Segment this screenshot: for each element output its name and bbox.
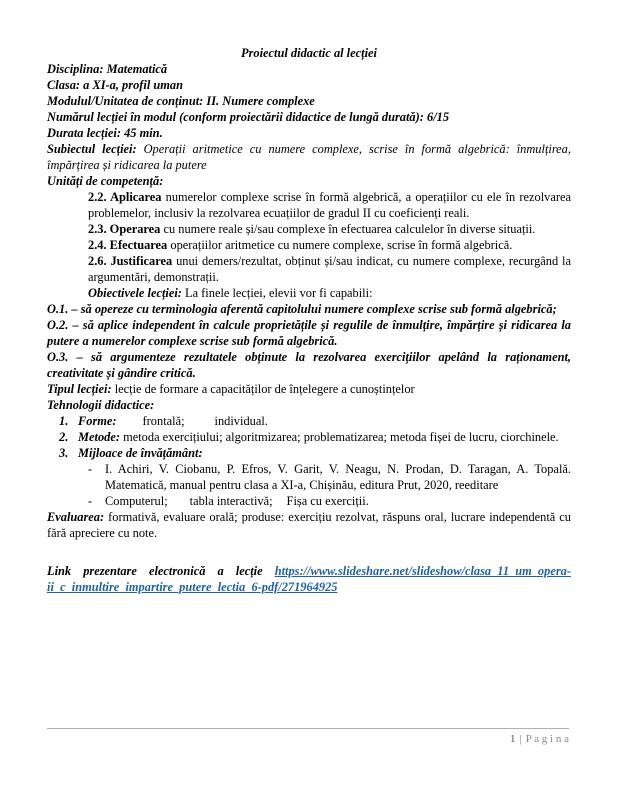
link-line-1 xyxy=(47,563,571,579)
numarul-label: Numărul lecției în modul (conform proiectării didactice de lungă durată): xyxy=(47,110,424,124)
disciplina-label: Disciplina: xyxy=(47,62,104,76)
clasa-label: Clasa: xyxy=(47,78,81,92)
line-subiectul xyxy=(47,141,571,173)
obiective-intro: La finele lecției, elevii vor fi capabili: xyxy=(185,286,373,300)
unitati-item-label: 2.2. Aplicarea xyxy=(88,190,162,204)
subiectul-label: Subiectul lecției: xyxy=(47,142,137,156)
modulul-value: II. Numere complexe xyxy=(206,94,315,108)
unitati-item-label: 2.4. Efectuarea xyxy=(88,238,168,252)
unitati-item-2-6 xyxy=(88,253,571,285)
tehnologii-metode xyxy=(59,429,571,445)
clasa-value: a XI-a, profil uman xyxy=(83,78,183,92)
obiectiv-o3: O.3. – să argumenteze rezultatele obținute la rezolvarea exercițiilor apelând la raționament, creativitate și gândire critică. xyxy=(47,350,571,380)
line-durata xyxy=(47,125,571,141)
line-disciplina xyxy=(47,61,571,77)
presentation-link-continued[interactable]: ii_c_inmultire_impartire_putere_lectia_6-pdf/271964925 xyxy=(47,580,338,594)
line-evaluarea xyxy=(47,509,571,541)
page-footer xyxy=(510,733,569,745)
unitati-item-2-3 xyxy=(88,221,571,237)
page-title: Proiectul didactic al lecției xyxy=(241,46,377,60)
tehnologii-forme xyxy=(59,413,571,429)
forme-value-2: individual. xyxy=(214,414,268,428)
unitati-item-text: unui demers/rezultat, obținut și/sau indicat, cu numere complexe, recurgând la argumentări, demonstrații. xyxy=(88,254,571,284)
unitati-item-label: 2.3. Operarea xyxy=(88,222,161,236)
dash-bullet: - xyxy=(88,462,93,476)
link-label: Link prezentare electronică a lecție xyxy=(47,564,263,578)
footer-page-label: P a g i n a xyxy=(525,733,569,745)
dash-bullet: - xyxy=(88,494,93,508)
tipul-value: lecție de formare a capacităților de înțelegere a cunoștințelor xyxy=(114,382,415,396)
footer-separator: | xyxy=(519,733,522,745)
forme-label: Forme: xyxy=(78,414,117,428)
tehnologii-mijloace xyxy=(59,445,571,461)
tool-worksheet: Fișa cu exerciții. xyxy=(286,494,369,508)
tehnologii-heading: Tehnologii didactice: xyxy=(47,398,155,412)
line-tipul xyxy=(47,381,571,397)
mijloace-ref-tools xyxy=(88,493,571,509)
forme-value-1: frontală; xyxy=(142,414,185,428)
obiectiv-o1: O.1. – să opereze cu terminologia aferentă capitolului numere complexe scrise sub formă algebrică; xyxy=(47,302,557,316)
tool-computer: Computerul; xyxy=(105,494,168,508)
line-clasa xyxy=(47,77,571,93)
line-modulul xyxy=(47,93,571,109)
unitati-heading: Unități de competență: xyxy=(47,174,164,188)
metode-label: Metode: xyxy=(78,430,120,444)
list-number: 2. xyxy=(59,430,69,444)
obiectiv-o2: O.2. – să aplice independent în calcule proprietățile și regulile de înmulțire, împărțire și ridicarea la putere a numerelor complexe scrise sub formă algebrică. xyxy=(47,318,571,348)
obiective-label: Obiectivele lecției: xyxy=(88,286,182,300)
line-numarul xyxy=(47,109,571,125)
disciplina-value: Matematică xyxy=(106,62,168,76)
obiective-intro-line xyxy=(88,285,571,301)
unitati-item-2-4 xyxy=(88,237,571,253)
tools-list xyxy=(105,493,571,509)
durata-value: 45 min. xyxy=(124,126,163,140)
footer-page-number: 1 xyxy=(510,733,516,745)
tool-board: tabla interactivă; xyxy=(189,494,273,508)
unitati-item-text: operațiilor aritmetice cu numere complexe, scrise în formă algebrică. xyxy=(170,238,513,252)
tipul-label: Tipul lecției: xyxy=(47,382,112,396)
evaluarea-label: Evaluarea: xyxy=(47,510,105,524)
link-paragraph xyxy=(47,563,571,595)
metode-value: metoda exercițiului; algoritmizarea; problematizarea; metoda fișei de lucru, ciorchinele. xyxy=(123,430,559,444)
book-reference: I. Achiri, V. Ciobanu, P. Efros, V. Garit, V. Neagu, N. Prodan, D. Taragan, A. Topală. Matematică, manual pentru clasa a XI-a, Chișinău, editura Prut, 2020, reeditare xyxy=(105,462,571,492)
list-number: 1. xyxy=(59,414,69,428)
unitati-item-text: cu numere reale și/sau complexe în efectuarea calculelor în diverse situații. xyxy=(163,222,536,236)
evaluarea-value: formativă, evaluare orală; produse: exercițiu rezolvat, răspuns oral, lucrare independentă cu fără apreciere cu note. xyxy=(47,510,571,540)
footer-divider xyxy=(47,728,569,729)
mijloace-label: Mijloace de învățământ: xyxy=(78,446,203,460)
unitati-item-text: numerelor complexe scrise în formă algebrică, a operațiilor cu ele în rezolvarea problemelor, inclusiv la rezolvarea ecuațiilor de gradul II cu coeficienți reali. xyxy=(88,190,571,220)
mijloace-ref-book xyxy=(88,461,571,493)
durata-label: Durata lecției: xyxy=(47,126,121,140)
modulul-label: Modulul/Unitatea de conținut: xyxy=(47,94,204,108)
subiectul-value: Operații aritmetice cu numere complexe, scrise în formă algebrică: înmulțirea, împărțirea și ridicarea la putere xyxy=(47,142,571,172)
presentation-link[interactable]: https://www.slideshare.net/slideshow/clasa_11_um_opera- xyxy=(274,564,571,578)
unitati-item-label: 2.6. Justificarea xyxy=(88,254,173,268)
unitati-item-2-2 xyxy=(88,189,571,221)
list-number: 3. xyxy=(59,446,69,460)
numarul-value: 6/15 xyxy=(427,110,450,124)
